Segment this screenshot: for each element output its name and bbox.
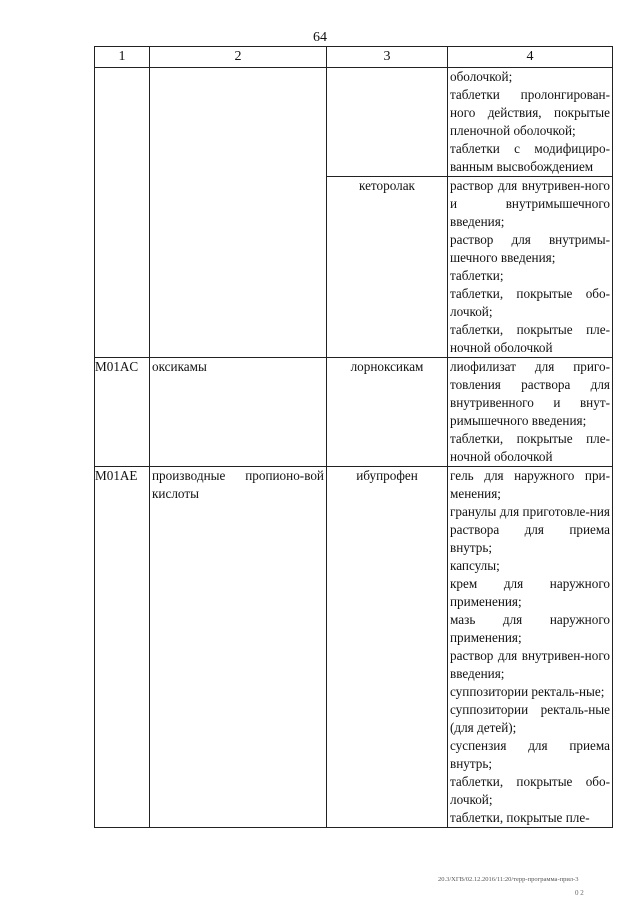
dosage-form: таблетки, покрытые пле-ночной оболочкой [450, 431, 610, 464]
dosage-form: раствор для внутривен-ного введения; [450, 648, 610, 681]
group-cell [150, 68, 327, 358]
dosage-form: таблетки пролонгирован-ного действия, покрытые пленочной оболочкой; [450, 87, 610, 138]
drug-name-cell [327, 68, 448, 177]
dosage-form: суспензия для приема внутрь; [450, 738, 610, 771]
dosage-form: раствор для внутримы-шечного введения; [450, 232, 610, 265]
column-header-3: 3 [327, 47, 448, 68]
column-header-2: 2 [150, 47, 327, 68]
atc-code-cell: M01AE [95, 467, 150, 828]
drug-name-cell: ибупрофен [327, 467, 448, 828]
dosage-form: таблетки с модифициро-ванным высвобождением [450, 141, 610, 174]
column-header-1: 1 [95, 47, 150, 68]
drug-name-cell: лорноксикам [327, 358, 448, 467]
dosage-form: таблетки, покрытые пле-ночной оболочкой [450, 322, 610, 355]
drug-name-cell: кеторолак [327, 177, 448, 358]
group-cell: производные пропионо-вой кислоты [150, 467, 327, 828]
dosage-form: таблетки, покрытые обо-лочкой; [450, 774, 610, 807]
page-mark: 0 2 [575, 889, 584, 897]
dosage-forms-cell [448, 467, 613, 828]
drug-table [94, 46, 613, 828]
table-row [95, 68, 613, 177]
dosage-form: капсулы; [450, 558, 500, 573]
dosage-form: таблетки, покрытые пле- [450, 810, 590, 825]
page-number: 64 [313, 30, 327, 45]
document-footer: 20.3/ХГВ/02.12.2016/11:20/терр-программа-прил-3 [438, 876, 579, 883]
dosage-forms-cell [448, 358, 613, 467]
dosage-form: суппозитории ректаль-ные; [450, 684, 605, 699]
column-header-4: 4 [448, 47, 613, 68]
dosage-form: крем для наружного применения; [450, 576, 610, 609]
dosage-form: таблетки, покрытые обо-лочкой; [450, 286, 610, 319]
dosage-form: суппозитории ректаль-ные (для детей); [450, 702, 610, 735]
atc-code-cell [95, 68, 150, 358]
atc-code-cell: M01AC [95, 358, 150, 467]
group-cell: оксикамы [150, 358, 327, 467]
table-header-row [95, 47, 613, 68]
dosage-forms-cell [448, 177, 613, 358]
dosage-form: раствор для внутривен-ного и внутримышечного введения; [450, 178, 610, 229]
dosage-form: оболочкой; [450, 69, 513, 84]
dosage-forms-cell [448, 68, 613, 177]
dosage-form: мазь для наружного применения; [450, 612, 610, 645]
dosage-form: гель для наружного при-менения; [450, 468, 610, 501]
dosage-form: лиофилизат для приго-товления раствора для внутривенного и внут-римышечного введения; [450, 359, 610, 428]
dosage-form: гранулы для приготовле-ния раствора для приема внутрь; [450, 504, 610, 555]
dosage-form: таблетки; [450, 268, 504, 283]
table-row [95, 358, 613, 467]
table-row [95, 467, 613, 828]
